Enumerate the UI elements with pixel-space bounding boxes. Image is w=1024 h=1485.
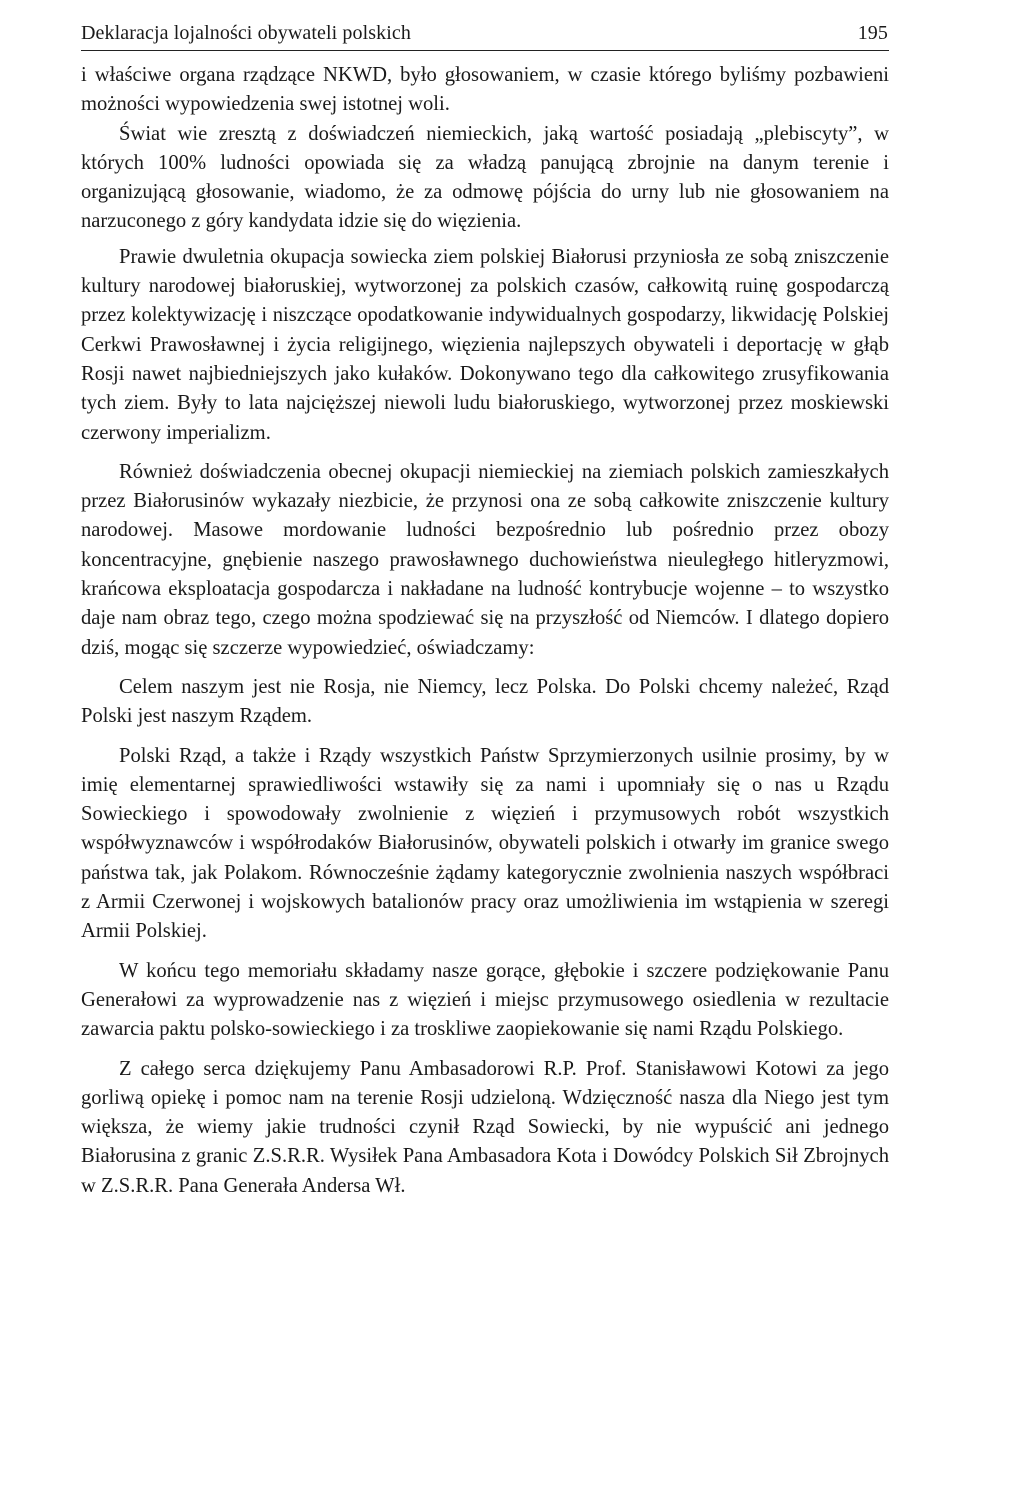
paragraph-continued: i właściwe organa rządzące NKWD, było głosowaniem, w czasie którego byliśmy pozbawieni możności wypowiedzenia swej istotnej woli. [81,64,889,116]
paragraph: Świat wie zresztą z doświadczeń niemieckich, jaką wartość posiadają „plebiscyty”, w których 100% ludności opowiada się za władzą panującą zbrojnie na danym terenie i organizującą głosowanie, wiadomo, że za odmowę pójścia do urny lub nie głosowaniem na narzuconego z góry kandydata idzie się do więzienia. [81,122,889,233]
book-page [81,18,889,1211]
paragraph: Z całego serca dziękujemy Panu Ambasadorowi R.P. Prof. Stanisławowi Kotowi za jego gorliwą opiekę i pomoc nam na terenie Rosji udzieloną. Wdzięczność nasza dla Niego jest tym większa, że wiemy jakie trudności czynił Rząd Sowiecki, by nie wypuścić ani jednego Białorusina z granic Z.S.R.R. Wysiłek Pana Ambasadora Kota i Dowódcy Polskich Sił Zbrojnych w Z.S.R.R. Pana Generała Andersa Wł. [81,1057,889,1197]
page-number: 195 [857,22,888,44]
paragraph: Prawie dwuletnia okupacja sowiecka ziem polskiej Białorusi przyniosła ze sobą zniszczenie kultury narodowej białoruskiej, wytworzonej za polskich czasów, całkowitą ruinę gospodarczą przez kolektywizację i niszczące opodatkowanie indywidualnych gospodarzy, likwidację Polskiej Cerkwi Prawosławnej i życia religijnego, więzienia najlepszych obywateli i deportację w głąb Rosji nawet najbiedniejszych jako kułaków. Dokonywano tego dla całkowitego zrusyfikowania tych ziem. Były to lata najcięższej niewoli ludu białoruskiego, wytworzonej przez moskiewski czerwony imperializm. [81,245,889,444]
body-text [81,61,889,1201]
paragraph: Celem naszym jest nie Rosja, nie Niemcy, lecz Polska. Do Polski chcemy należeć, Rząd Polski jest naszym Rządem. [81,675,889,728]
running-title: Deklaracja lojalności obywateli polskich [81,22,412,44]
running-header [81,18,889,51]
paragraph: Również doświadczenia obecnej okupacji niemieckiej na ziemiach polskich zamieszkałych przez Białorusinów wykazały niezbicie, że przynosi ona ze sobą całkowite zniszczenie kultury narodowej. Masowe mordowanie ludności bezpośrednio lub pośrednio przez obozy koncentracyjne, gnębienie naszego prawosławnego duchowieństwa nieuległego hitleryzmowi, krańcowa eksploatacja gospodarcza i nakładane na ludność kontrybucje wojenne – to wszystko daje nam obraz tego, czego można spodziewać się na przyszłość od Niemców. I dlatego dopiero dziś, mogąc się szczerze wypowiedzieć, oświadczamy: [81,460,889,659]
paragraph: W końcu tego memoriału składamy nasze gorące, głębokie i szczere podziękowanie Panu Generałowi za wyprowadzenie nas z więzień i miejsc przymusowego osiedlenia w rezultacie zawarcia paktu polsko-sowieckiego i za troskliwe zaopiekowanie się nami Rządu Polskiego. [81,959,889,1041]
paragraph: Polski Rząd, a także i Rządy wszystkich Państw Sprzymierzonych usilnie prosimy, by w imię elementarnej sprawiedliwości wstawiły się za nami i upomniały się o nas u Rządu Sowieckiego i spowodowały zwolnienie z więzień i przymusowych robót wszystkich współwyznawców i współrodaków Białorusinów, obywateli polskich i otwarły im granice swego państwa tak, jak Polakom. Równocześnie żądamy kategorycznie zwolnienia naszych współbraci z Armii Czerwonej i wojskowych batalionów pracy oraz umożliwienia im wstąpienia w szeregi Armii Polskiej. [81,744,889,943]
